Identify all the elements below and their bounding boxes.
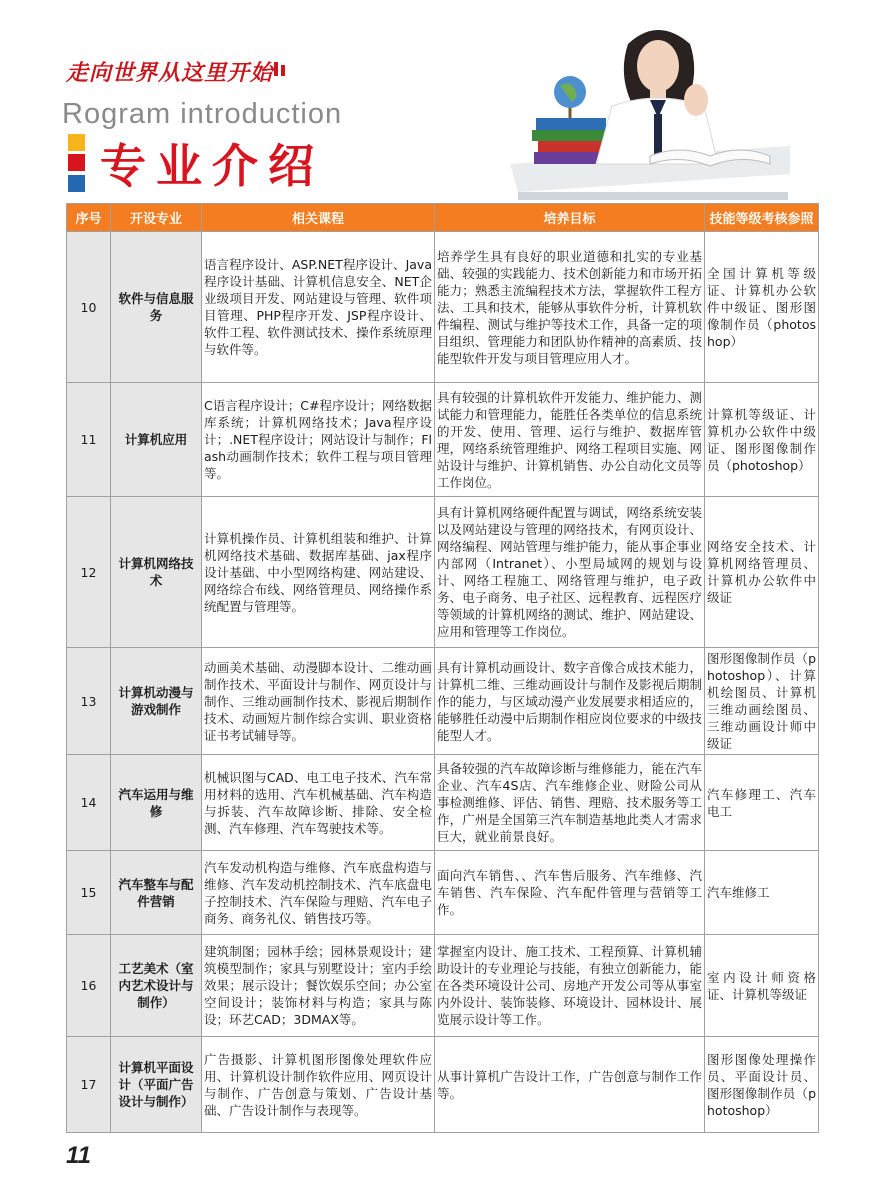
table-row	[67, 383, 819, 497]
row-goal: 培养学生具有良好的职业道德和扎实的专业基础、较强的实践能力、技术创新能力和市场开拓能力；熟悉主流编程技术方法，掌握软件工程方法、工具和技术，能够从事软件分析，计算机软件编程、测试与维护等技术工作，具备一定的项目组织、管理能力和团队协作精神的高素质、技能型软件开发与项目管理应用人才。	[435, 232, 705, 383]
row-goal: 具备较强的汽车故障诊断与维修能力，能在汽车企业、汽车4S店、汽车维修企业、财险公司从事检测维修、评估、销售、理赔、技术服务等工作，广州是全国第三汽车制造基地此类人才需求巨大，就业前景良好。	[435, 755, 705, 851]
table-row	[67, 497, 819, 648]
row-num: 12	[67, 497, 111, 648]
row-course: 汽车发动机构造与维修、汽车底盘构造与维修、汽车发动机控制技术、汽车底盘电子控制技术、汽车保险与理赔、汽车电子商务、商务礼仪、销售技巧等。	[202, 851, 435, 935]
row-cert: 汽车修理工、汽车电工	[705, 755, 819, 851]
row-num: 14	[67, 755, 111, 851]
row-course: 广告摄影、计算机图形图像处理软件应用、计算机设计制作软件应用、网页设计与制作、广告创意与策划、广告设计基础、广告设计制作与表现等。	[202, 1037, 435, 1133]
row-major: 软件与信息服务	[111, 232, 202, 383]
table-header-row	[67, 204, 819, 232]
student-photo	[500, 14, 790, 214]
table-row	[67, 851, 819, 935]
table-row	[67, 648, 819, 755]
row-major: 工艺美术（室内艺术设计与制作）	[111, 935, 202, 1037]
table-row	[67, 232, 819, 383]
page-number: 11	[66, 1142, 91, 1169]
page-title: 专业介绍	[100, 139, 324, 193]
row-cert: 图形图像处理操作员、平面设计员、图形图像制作员（photoshop）	[705, 1037, 819, 1133]
yellow-color-block	[68, 134, 85, 151]
row-num: 11	[67, 383, 111, 497]
header-major: 开设专业	[111, 204, 202, 232]
seal-mark-icon	[272, 60, 288, 80]
header-num: 序号	[67, 204, 111, 232]
red-color-block	[68, 154, 85, 171]
row-major: 计算机动漫与游戏制作	[111, 648, 202, 755]
row-course: 计算机操作员、计算机组装和维护、计算机网络技术基础、数据库基础、jax程序设计基础、中小型网络构建、网站建设、网络综合布线、网络管理员、网络操作系统配置与管理等。	[202, 497, 435, 648]
row-major: 汽车整车与配件营销	[111, 851, 202, 935]
row-num: 15	[67, 851, 111, 935]
header-goal: 培养目标	[435, 204, 705, 232]
programs-table	[66, 203, 819, 1133]
row-num: 10	[67, 232, 111, 383]
row-course: 动画美术基础、动漫脚本设计、二维动画制作技术、平面设计与制作、网页设计与制作、三维动画制作技术、影视后期制作技术、动画短片制作综合实训、职业资格证书考试辅导等。	[202, 648, 435, 755]
row-cert: 图形图像制作员（photoshop）、计算机绘图员、计算机三维动画绘图员、三维动画设计师中级证	[705, 648, 819, 755]
row-course: 语言程序设计、ASP.NET程序设计、Java程序设计基础、计算机信息安全、NET企业级项目开发、网站建设与管理、软件项目管理、PHP程序开发、JSP程序设计、软件工程、软件测试技术、操作系统原理与软件等。	[202, 232, 435, 383]
row-goal: 从事计算机广告设计工作，广告创意与制作工作等。	[435, 1037, 705, 1133]
row-cert: 网络安全技术、计算机网络管理员、计算机办公软件中级证	[705, 497, 819, 648]
row-course: 建筑制图；园林手绘；园林景观设计；建筑模型制作；家具与别墅设计；室内手绘效果；展示设计；餐饮娱乐空间；办公室空间设计；装饰材料与构造；家具与陈设；环艺CAD；3DMAX等。	[202, 935, 435, 1037]
header-cert: 技能等级考核参照	[705, 204, 819, 232]
header-course: 相关课程	[202, 204, 435, 232]
row-cert: 计算机等级证、计算机办公软件中级证、图形图像制作员（photoshop）	[705, 383, 819, 497]
blue-color-block	[68, 175, 85, 192]
row-goal: 具有计算机网络硬件配置与调试，网络系统安装以及网站建设与管理的网络技术，有网页设计、网络编程、网站管理与维护能力，能从事企事业内部网（Intranet）、小型局域网的规划与设计、网络工程施工、网络管理与维护，电子政务、电子商务、电子社区、远程教育、远程医疗等领域的计算机网络的测试、维护、网站建设、应用和管理等工作岗位。	[435, 497, 705, 648]
row-major: 汽车运用与维修	[111, 755, 202, 851]
row-goal: 具有计算机动画设计、数字音像合成技术能力，计算机二维、三维动画设计与制作及影视后期制作的能力，与区域动漫产业发展要求相适应的，能够胜任动漫中后期制作相应岗位要求的中级技能型人才。	[435, 648, 705, 755]
row-major: 计算机网络技术	[111, 497, 202, 648]
row-cert: 汽车维修工	[705, 851, 819, 935]
table-row	[67, 1037, 819, 1133]
row-num: 16	[67, 935, 111, 1037]
table-row	[67, 755, 819, 851]
row-num: 13	[67, 648, 111, 755]
row-cert: 全国计算机等级证、计算机办公软件中级证、图形图像制作员（photoshop）	[705, 232, 819, 383]
row-goal: 面向汽车销售、、汽车售后服务、汽车维修、汽车销售、汽车保险、汽车配件管理与营销等工作。	[435, 851, 705, 935]
row-cert: 室内设计师资格证、计算机等级证	[705, 935, 819, 1037]
row-course: 机械识图与CAD、电工电子技术、汽车常用材料的选用、汽车机械基础、汽车构造与拆装、汽车故障诊断、排除、安全检测、汽车修理、汽车驾驶技术等。	[202, 755, 435, 851]
row-goal: 具有较强的计算机软件开发能力、维护能力、测试能力和管理能力，能胜任各类单位的信息系统的开发、使用、管理、运行与维护、数据库管理，网络系统管理维护、网络工程项目实施、网站设计与维护、计算机销售、办公自动化文员等工作岗位。	[435, 383, 705, 497]
row-major: 计算机平面设计（平面广告设计与制作）	[111, 1037, 202, 1133]
row-num: 17	[67, 1037, 111, 1133]
slogan: 走向世界从这里开始	[66, 60, 274, 86]
row-goal: 掌握室内设计、施工技术、工程预算、计算机辅助设计的专业理论与技能，有独立创新能力，能在各类环境设计公司、房地产开发公司等从事室内外设计、装饰装修、环境设计、园林设计、展览展示设计等工作。	[435, 935, 705, 1037]
row-major: 计算机应用	[111, 383, 202, 497]
page-subtitle: Rogram introduction	[62, 98, 343, 130]
row-course: C语言程序设计；C#程序设计；网络数据库系统；计算机网络技术；Java程序设计；.NET程序设计；网站设计与制作；Flash动画制作技术；软件工程与项目管理等。	[202, 383, 435, 497]
table-row	[67, 935, 819, 1037]
